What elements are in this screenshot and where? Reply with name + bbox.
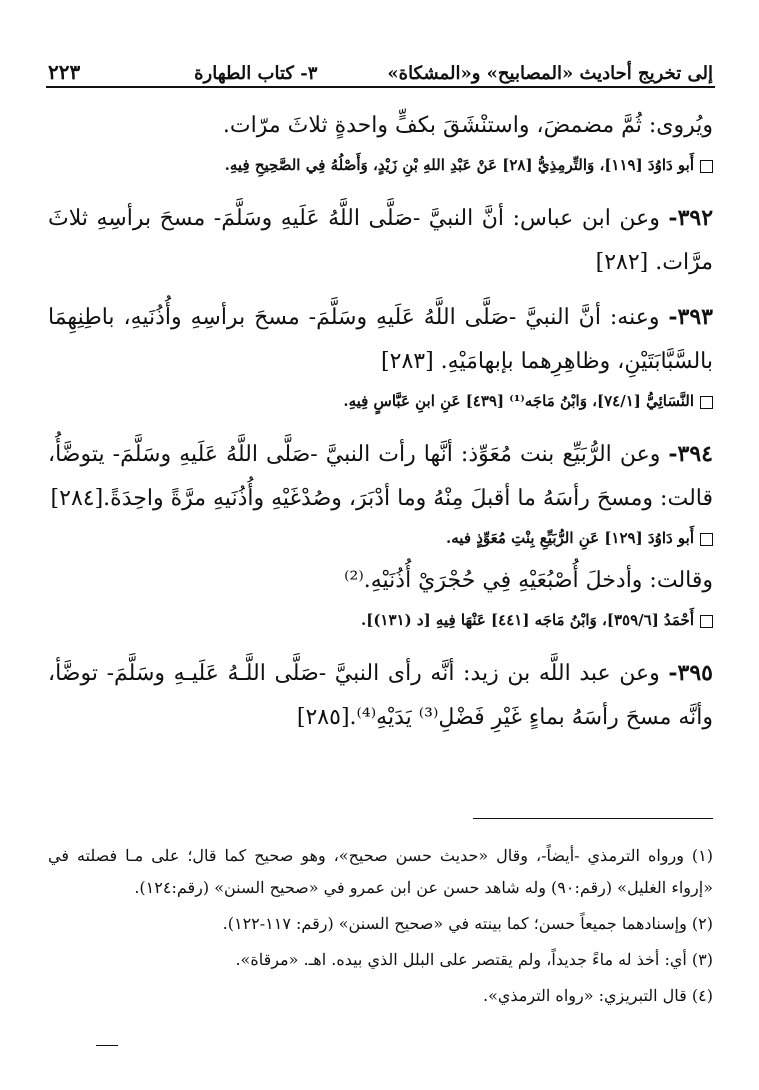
footnote-4: (٤) قال التبريزي: «رواه الترمذي». xyxy=(483,986,713,1005)
hadith-394-addition: وقالت: وأدخلَ أُصْبُعَيْهِ فِي حُجْرَيْ أُذُنَيْهِ.⁽²⁾ xyxy=(344,568,713,593)
hadith-text: وعنه: أنَّ النبيَّ -صَلَّى اللَّهُ عَلَيهِ وسَلَّمَ- مسحَ برأسِهِ وأُذُنَيهِ، باطِنِهِمَا بالسَّبَّابَتَيْنِ، وظاهِرِهما بإبهامَيْهِ. [٢٨٣] xyxy=(48,305,713,374)
footnote-2: (٢) وإسنادهما جميعاً حسن؛ كما بينته في «صحيح السنن» (رقم: ١١٧-١٢٢). xyxy=(222,914,713,933)
header-rule xyxy=(46,86,715,88)
hadith-number: ٣٩٣- xyxy=(668,304,713,330)
square-bullet-icon xyxy=(700,160,713,173)
takhrij-text: النَّسَائِيُّ [٧٤/١]، وَابْنُ مَاجَه⁽¹⁾ [٤٣٩] عَنِ ابنِ عَبَّاسٍ فِيهِ. xyxy=(343,392,694,410)
square-bullet-icon xyxy=(700,615,713,628)
hadith-395 xyxy=(48,651,713,740)
takhrij-394 xyxy=(48,523,713,553)
hadith-number: ٣٩٥- xyxy=(668,660,713,686)
hadith-text: وعن الرُّبَيِّع بنت مُعَوِّذ: أنَّها رأت النبيَّ -صَلَّى اللَّهُ عَلَيهِ وسَلَّمَ- يتوضَّأُ، قالت: ومسحَ رأسَهُ ما أقبلَ مِنْهُ وما أدْبَرَ، وصُدْغَيْهِ وأُذُنَيهِ مرَّةً واحِدَةً.[٢٨٤] xyxy=(48,442,713,511)
hadith-number: ٣٩٤- xyxy=(668,441,713,467)
takhrij-393 xyxy=(48,386,713,416)
hadith-393 xyxy=(48,295,713,384)
takhrij-391 xyxy=(48,150,713,180)
bottom-dash-mark xyxy=(96,1045,118,1046)
takhrij-text: أَحْمَدُ [٣٥٩/٦]، وَابْنُ مَاجَه [٤٤١] عَنْهَا فِيهِ [د (١٣١)]. xyxy=(361,611,694,629)
takhrij-394-addition xyxy=(48,605,713,635)
footnote-rule xyxy=(473,818,713,819)
hadith-text: وعن ابن عباس: أنَّ النبيَّ -صَلَّى اللَّهُ عَلَيهِ وسَلَّمَ- مسحَ برأسِهِ ثلاثَ مرَّات. [٢٨٢] xyxy=(48,206,713,275)
takhrij-text: أَبو دَاوُدَ [١١٩]، وَالتِّرمِذِيُّ [٢٨] عَنْ عَبْدِ اللهِ بْنِ زَيْدٍ، وَأَصْلُهُ فِي الصَّحِيحِ فِيهِ. xyxy=(224,156,694,174)
takhrij-text: أَبو دَاوُدَ [١٢٩] عَنِ الرُّبَيِّعِ بِنْتِ مُعَوِّذٍ فيه. xyxy=(446,529,694,547)
running-header xyxy=(48,50,713,84)
footnotes xyxy=(48,840,713,1016)
square-bullet-icon xyxy=(700,396,713,409)
footnote-1: (١) ورواه الترمذي -أيضاً-، وقال «حديث حسن صحيح»، وهو صحيح كما قال؛ على مـا فصلته في «إرواء الغليل» (رقم:٩٠) وله شاهد حسن عن ابن عمرو في «صحيح السنن» (رقم:١٢٤). xyxy=(48,846,713,897)
footnote-3: (٣) أي: أخذ له ماءً جديداً، ولم يقتصر على البلل الذي بيده. اهـ. «مرقاة». xyxy=(235,950,713,969)
hadith-394 xyxy=(48,432,713,521)
hadith-text: وعن عبد اللَّه بن زيد: أنَّه رأى النبيَّ -صَلَّى اللَّـهُ عَلَيـهِ وسَلَّمَ- توضَّأ، وأنَّه مسحَ رأسَهُ بماءٍ غَيْرِ فَضْلِ⁽³⁾ يَدَيْهِ⁽⁴⁾.[٢٨٥] xyxy=(48,661,713,730)
book-title: إلى تخريج أحاديث «المصابيح» و«المشكاة» xyxy=(387,63,713,84)
hadith-number: ٣٩٢- xyxy=(668,205,714,231)
hadith-391-continuation: ويُروى: ثُمَّ مضمضَ، واستنْشَقَ بكفٍّ واحدةٍ ثلاثَ مرّات. xyxy=(222,113,713,138)
main-text xyxy=(48,104,713,740)
hadith-392 xyxy=(48,196,713,285)
square-bullet-icon xyxy=(700,533,713,546)
page-number: ٢٢٣ xyxy=(48,60,81,84)
chapter-title: ٣- كتاب الطهارة xyxy=(194,63,318,84)
